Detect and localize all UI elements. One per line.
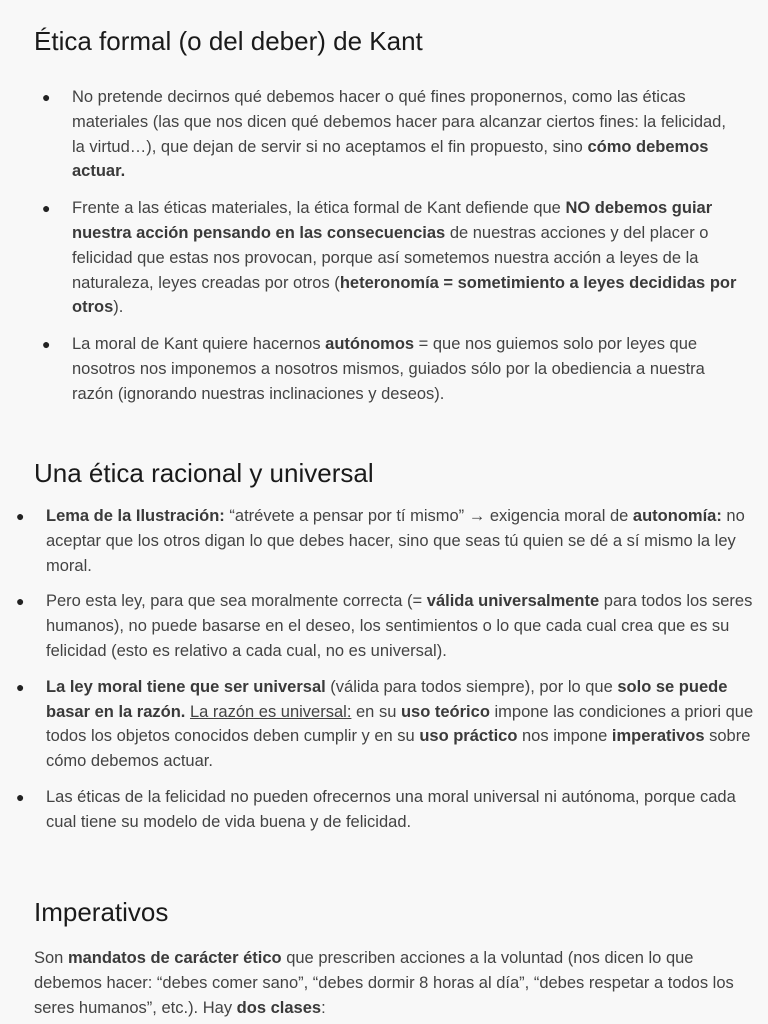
bullet-icon: ● [16,678,25,695]
text-run: para todos los seres humanos), no puede basarse en el deseo, los sentimientos o lo que cada cual crea que es su felicidad (esto es relativo a cada cual, no es universal). [46,592,753,660]
text-run: (válida para todos siempre), por lo que [325,677,618,696]
text-run: Frente a las éticas materiales, la ética formal de Kant defiende que [72,199,566,218]
bullet-icon: ● [42,89,51,105]
imperatives-paragraph [34,946,734,1020]
bold-text: cómo debemos actuar. [72,137,709,181]
text-run: Son [34,949,68,967]
underlined-text: La razón es universal: [189,702,352,721]
bold-text: solo se puede basar en la razón. [46,677,728,721]
list-item [42,332,742,406]
bullet-icon: ● [16,593,25,610]
bullet-list-rational-universal [16,504,756,846]
text-run: que prescriben acciones a la voluntad (nos dicen lo que debemos hacer: “debes comer sano”, “debes dormir 8 horas al día”, “debes respetar a todos los seres humanos”, etc.). Hay [34,949,734,1017]
list-item [42,196,742,320]
text-run: : [321,998,326,1017]
text-run: sobre cómo debemos actuar. [46,727,751,771]
text-run: nos impone [517,727,612,746]
bold-text: mandatos de carácter ético [67,949,282,967]
bold-text: válida universalmente [426,592,600,611]
bold-text: NO debemos guiar nuestra acción pensando en las consecuencias [72,199,713,242]
text-run: La moral de Kant quiere hacernos [72,335,326,354]
text-run: no aceptar que los otros digan lo que debes hacer, sino que seas tú quien se dé a sí mismo la ley moral. [46,507,745,575]
bold-text: autonomía: [632,507,722,525]
list-item [16,504,756,578]
list-item [16,675,756,774]
list-item [16,785,756,835]
text-run: de nuestras acciones y del placer o felicidad que estas nos provocan, porque así sometemos nuestra acción a leyes de la naturaleza, leyes creadas por otros ( [72,223,709,292]
section-heading-imperatives: Imperativos [34,897,169,927]
bold-text: autónomos [325,335,415,354]
text-run: Pero esta ley, para que sea moralmente correcta (= [46,592,427,611]
bullet-icon: ● [16,788,25,805]
text-run: impone las condiciones a priori que todos los objetos conocidos deben cumplir y en su [46,702,754,746]
list-item [16,589,756,663]
text-run: ). [113,298,124,317]
bold-text: uso teórico [400,702,490,721]
bold-text: Lema de la Ilustración: [46,507,225,525]
bullet-icon: ● [42,336,51,353]
text-run: en su [351,702,401,721]
bold-text: dos clases [236,998,322,1017]
bold-text: uso práctico [419,727,518,746]
bold-text: heteronomía = sometimiento a leyes decididas por otros [72,273,737,317]
bullet-icon: ● [16,508,25,524]
bullet-icon: ● [42,200,51,217]
section-heading-kant-formal-ethics: Ética formal (o del deber) de Kant [34,26,423,56]
text-run: = que nos guiemos solo por leyes que nosotros nos imponemos a nosotros mismos, guiados sólo por la obediencia a nuestra razón (ignorando nuestras inclinaciones y deseos). [72,335,705,403]
bold-text: La ley moral tiene que ser universal [46,677,326,696]
text-run: Las éticas de la felicidad no pueden ofrecernos una moral universal ni autónoma, porque cada cual tiene su modelo de vida buena y de felicidad. [46,787,736,831]
bold-text: imperativos [611,727,705,746]
bullet-list-formal-ethics [42,85,742,419]
section-heading-rational-universal-ethics: Una ética racional y universal [34,458,374,488]
text-run: “atrévete a pensar por tí mismo” → exigencia moral de [224,507,633,525]
list-item [42,85,742,184]
text-run: No pretende decirnos qué debemos hacer o qué fines proponernos, como las éticas materiales (las que nos dicen qué debemos hacer para alcanzar ciertos fines: la felicidad, la virtud…), que dejan de servir si no aceptamos el fin propuesto, sino [72,88,726,156]
